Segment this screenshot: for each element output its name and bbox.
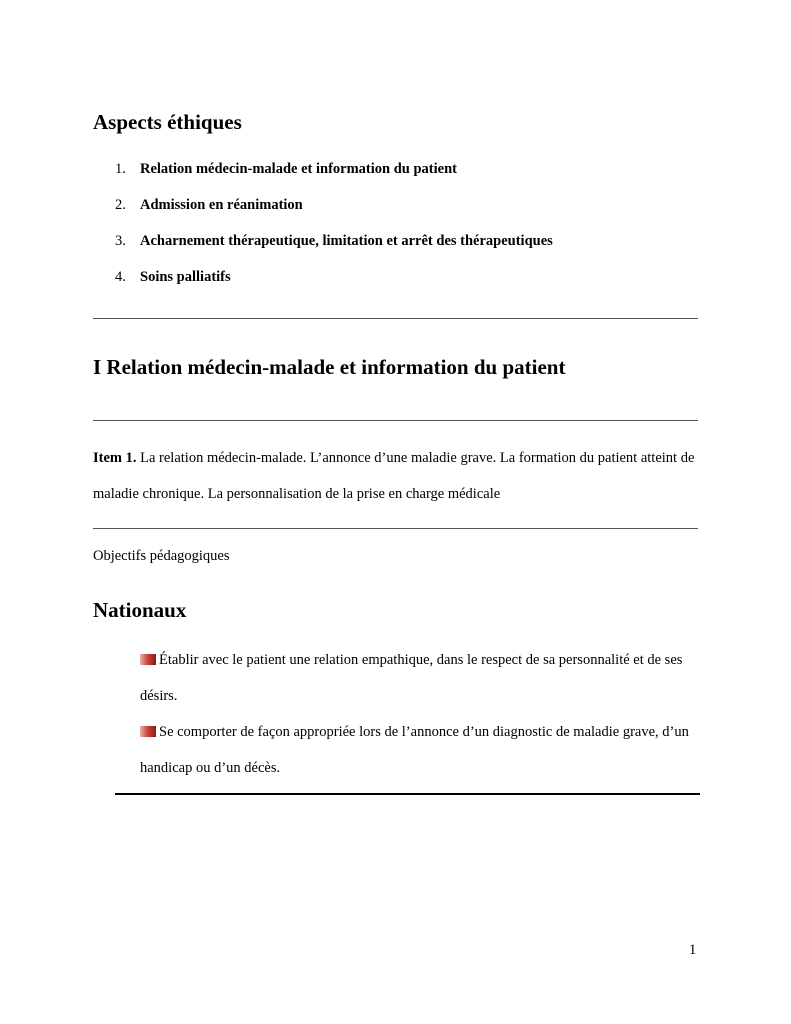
toc-item-number: 1. xyxy=(115,161,126,177)
toc-item-number: 2. xyxy=(115,197,126,213)
item-text: La relation médecin-malade. L’annonce d’une maladie grave. La formation du patient atteint de maladie chronique. La personnalisation de la prise en charge médicale xyxy=(93,450,695,502)
item-label: Item 1. xyxy=(93,450,137,466)
toc-item xyxy=(115,268,553,304)
gradient-square-bullet-icon xyxy=(140,654,156,665)
objectives-label: Objectifs pédagogiques xyxy=(93,548,230,564)
toc-item-label: Acharnement thérapeutique, limitation et arrêt des thérapeutiques xyxy=(140,233,553,249)
table-of-contents xyxy=(115,160,553,304)
toc-item xyxy=(115,196,553,232)
objectives-list xyxy=(140,642,705,786)
toc-item-label: Soins palliatifs xyxy=(140,269,231,285)
list-item xyxy=(140,642,705,714)
item-description xyxy=(93,440,703,512)
list-item-text: Se comporter de façon appropriée lors de l’annonce d’un diagnostic de maladie grave, d’un handicap ou d’un décès. xyxy=(140,724,689,776)
toc-item-number: 3. xyxy=(115,233,126,249)
toc-item-label: Relation médecin-malade et information du patient xyxy=(140,161,457,177)
list-item xyxy=(140,714,705,786)
nationaux-heading: Nationaux xyxy=(93,598,187,622)
page-number: 1 xyxy=(689,942,697,958)
page-title: Aspects éthiques xyxy=(93,110,242,134)
toc-item xyxy=(115,232,553,268)
list-item-text: Établir avec le patient une relation empathique, dans le respect de sa personnalité et de ses désirs. xyxy=(140,652,683,704)
section-title: I Relation médecin-malade et information du patient xyxy=(93,355,566,379)
divider xyxy=(93,528,698,529)
toc-item-number: 4. xyxy=(115,269,126,285)
gradient-square-bullet-icon xyxy=(140,726,156,737)
divider xyxy=(93,318,698,319)
toc-item xyxy=(115,160,553,196)
toc-item-label: Admission en réanimation xyxy=(140,197,303,213)
section-end-rule xyxy=(115,793,700,795)
divider xyxy=(93,420,698,421)
